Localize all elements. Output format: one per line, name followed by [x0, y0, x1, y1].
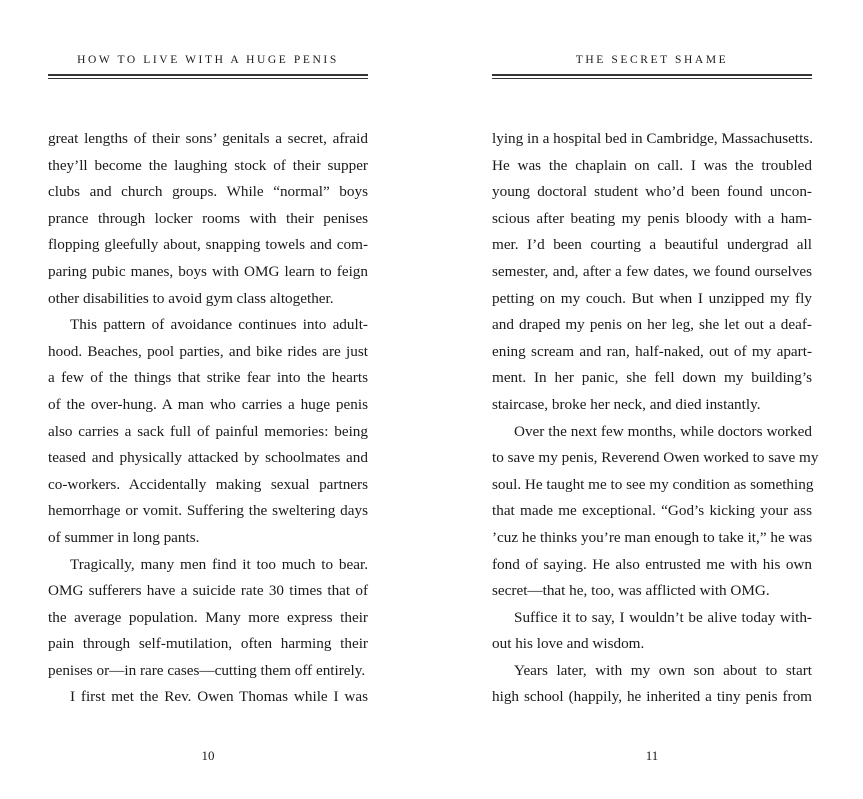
text-line: Tragically, many men find it too much to bear.: [70, 555, 368, 573]
running-head: THE SECRET SHAME: [575, 54, 729, 66]
text-line: great lengths of their sons’ genitals a secret, afraid: [48, 130, 368, 147]
text-line: ment. In her panic, she fell down my building’s: [492, 369, 812, 387]
page-number: 11: [645, 748, 659, 763]
text-line: clubs and church groups. While “normal” boys: [48, 183, 368, 201]
text-line: Suffice it to say, I wouldn’t be alive today with-: [514, 608, 812, 626]
text-line: also carries a sack full of painful memories: being: [48, 422, 368, 440]
text-line: ’cuz he thinks you’re man enough to take it,” he was: [492, 528, 813, 546]
header-rule: [492, 74, 812, 76]
text-line: of the over-hung. A man who carries a huge penis: [48, 395, 368, 413]
text-line: the average population. Many more express their: [48, 608, 368, 626]
text-line: petting on my couch. But when I unzipped my fly: [492, 289, 812, 307]
text-line: teased and physically attacked by schoolmates and: [48, 449, 368, 467]
text-line: a few of the things that strike fear into the hearts: [48, 369, 368, 387]
text-line: young doctoral student who’d been found uncon-: [492, 183, 812, 201]
left-page: [48, 0, 368, 799]
text-line: Years later, with my own son about to start: [514, 661, 812, 679]
text-line: hood. Beaches, pool parties, and bike rides are just: [48, 342, 368, 360]
text-line: paring pubic manes, boys with OMG learn to feign: [48, 262, 368, 280]
text-line: semester, and, after a few dates, we found ourselves: [492, 262, 812, 280]
text-line: soul. He taught me to see my condition as something: [492, 475, 814, 493]
text-line: lying in a hospital bed in Cambridge, Massachusetts.: [492, 130, 813, 147]
text-line: co-workers. Accidentally making sexual partners: [48, 475, 368, 493]
text-line: they’ll become the laughing stock of their supper: [48, 156, 368, 174]
body-text: [48, 126, 368, 711]
body-text: [492, 126, 819, 711]
text-line: that made me exceptional. “God’s kicking your ass: [492, 502, 812, 520]
text-line: staircase, broke her neck, and died instantly.: [492, 395, 761, 413]
text-line: scious after beating my penis bloody with a ham-: [492, 209, 812, 227]
text-line: He was the chaplain on call. I was the troubled: [492, 156, 812, 174]
text-line: fond of saying. He also entrusted me with his own: [492, 555, 812, 573]
text-line: out his love and wisdom.: [492, 635, 645, 653]
page-number: 10: [201, 748, 215, 763]
text-line: This pattern of avoidance continues into adult-: [70, 316, 368, 334]
text-line: other disabilities to avoid gym class altogether.: [48, 289, 334, 307]
running-head: HOW TO LIVE WITH A HUGE PENIS: [77, 54, 339, 66]
text-line: to save my penis, Reverend Owen worked to save my: [492, 449, 819, 467]
text-line: and draped my penis on her leg, she let out a deaf-: [492, 316, 812, 334]
text-line: prance through locker rooms with their penises: [48, 209, 368, 227]
text-line: secret—that he, too, was afflicted with OMG.: [492, 582, 770, 600]
header-rule: [48, 74, 368, 76]
text-line: penises or—in rare cases—cutting them off entirely.: [48, 661, 366, 679]
right-page: [492, 0, 819, 799]
text-line: flopping gleefully about, snapping towels and com-: [48, 236, 368, 254]
text-line: ening scream and ran, half-naked, out of my apart-: [492, 342, 812, 360]
text-line: high school (happily, he inherited a tiny penis from: [492, 688, 812, 706]
text-line: OMG sufferers have a suicide rate 30 times that of: [48, 582, 368, 600]
text-line: pain through self-mutilation, often harming their: [48, 635, 368, 653]
text-line: of summer in long pants.: [48, 528, 200, 546]
text-line: Over the next few months, while doctors worked: [514, 422, 812, 440]
text-line: mer. I’d been courting a beautiful undergrad all: [492, 236, 812, 254]
text-line: hemorrhage or vomit. Suffering the sweltering days: [48, 502, 368, 520]
text-line: I first met the Rev. Owen Thomas while I was: [70, 688, 368, 706]
